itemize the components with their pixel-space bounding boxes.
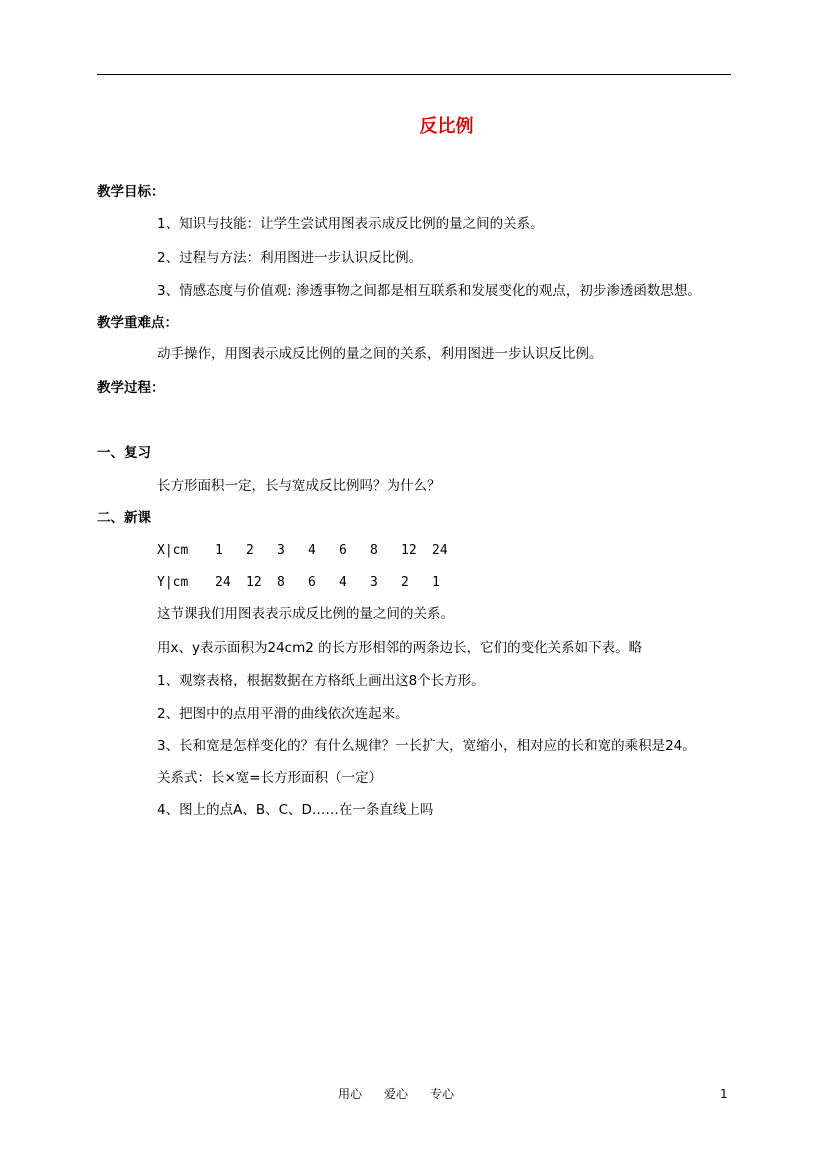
new-lesson-line-2: 用x、y表示面积为24cm2 的长方形相邻的两条边长，它们的变化关系如下表。略 xyxy=(157,640,643,656)
new-lesson-line-7: 4、图上的点A、B、C、D……在一条直线上吗 xyxy=(157,802,434,818)
table-x-cell: 24 xyxy=(432,543,448,558)
new-lesson-line-6: 关系式：长×宽=长方形面积（一定） xyxy=(157,770,383,786)
footer-motto xyxy=(338,1086,476,1102)
new-lesson-line-1: 这节课我们用图表表示成反比例的量之间的关系。 xyxy=(157,606,454,622)
table-row-x xyxy=(157,542,463,560)
table-y-cell: 8 xyxy=(277,575,285,590)
new-lesson-line-3: 1、观察表格，根据数据在方格纸上画出这8个长方形。 xyxy=(157,673,485,689)
table-row-y xyxy=(157,574,463,592)
footer-motto-item: 用心 xyxy=(338,1087,363,1101)
new-lesson-heading: 二、新课 xyxy=(97,510,151,526)
table-y-cell: 2 xyxy=(401,575,409,590)
footer-motto-item: 专心 xyxy=(430,1087,455,1101)
table-y-cell: 3 xyxy=(370,575,378,590)
objective-item-1: 1、知识与技能：让学生尝试用图表示成反比例的量之间的关系。 xyxy=(157,216,544,232)
table-x-cell: 2 xyxy=(246,543,254,558)
table-x-cell: 4 xyxy=(308,543,316,558)
review-text: 长方形面积一定，长与宽成反比例吗？为什么？ xyxy=(157,478,441,494)
table-y-cell: 24 xyxy=(215,575,231,590)
table-y-cell: 4 xyxy=(339,575,347,590)
table-x-label: X|cm xyxy=(157,543,189,558)
header-rule xyxy=(97,74,731,75)
objective-item-3: 3、情感态度与价值观: 渗透事物之间都是相互联系和发展变化的观点，初步渗透函数思想。 xyxy=(157,283,701,299)
table-x-cell: 1 xyxy=(215,543,223,558)
key-points-heading: 教学重难点： xyxy=(97,315,178,331)
key-points-text: 动手操作，用图表示成反比例的量之间的关系，利用图进一步认识反比例。 xyxy=(157,346,603,362)
new-lesson-line-5: 3、长和宽是怎样变化的？有什么规律？一长扩大，宽缩小，相对应的长和宽的乘积是24。 xyxy=(157,738,696,754)
process-heading: 教学过程： xyxy=(97,380,165,396)
new-lesson-line-4: 2、把图中的点用平滑的曲线依次连起来。 xyxy=(157,706,409,722)
table-y-cell: 12 xyxy=(246,575,262,590)
table-y-cell: 1 xyxy=(432,575,440,590)
table-y-cell: 6 xyxy=(308,575,316,590)
page-number: 1 xyxy=(720,1087,728,1101)
objectives-heading: 教学目标： xyxy=(97,184,165,200)
review-heading: 一、复习 xyxy=(97,445,151,461)
table-x-cell: 6 xyxy=(339,543,347,558)
footer-motto-item: 爱心 xyxy=(384,1087,409,1101)
table-y-label: Y|cm xyxy=(157,575,189,590)
table-x-cell: 8 xyxy=(370,543,378,558)
objective-item-2: 2、过程与方法：利用图进一步认识反比例。 xyxy=(157,250,423,266)
table-x-cell: 12 xyxy=(401,543,417,558)
document-title: 反比例 xyxy=(419,116,474,137)
table-x-cell: 3 xyxy=(277,543,285,558)
